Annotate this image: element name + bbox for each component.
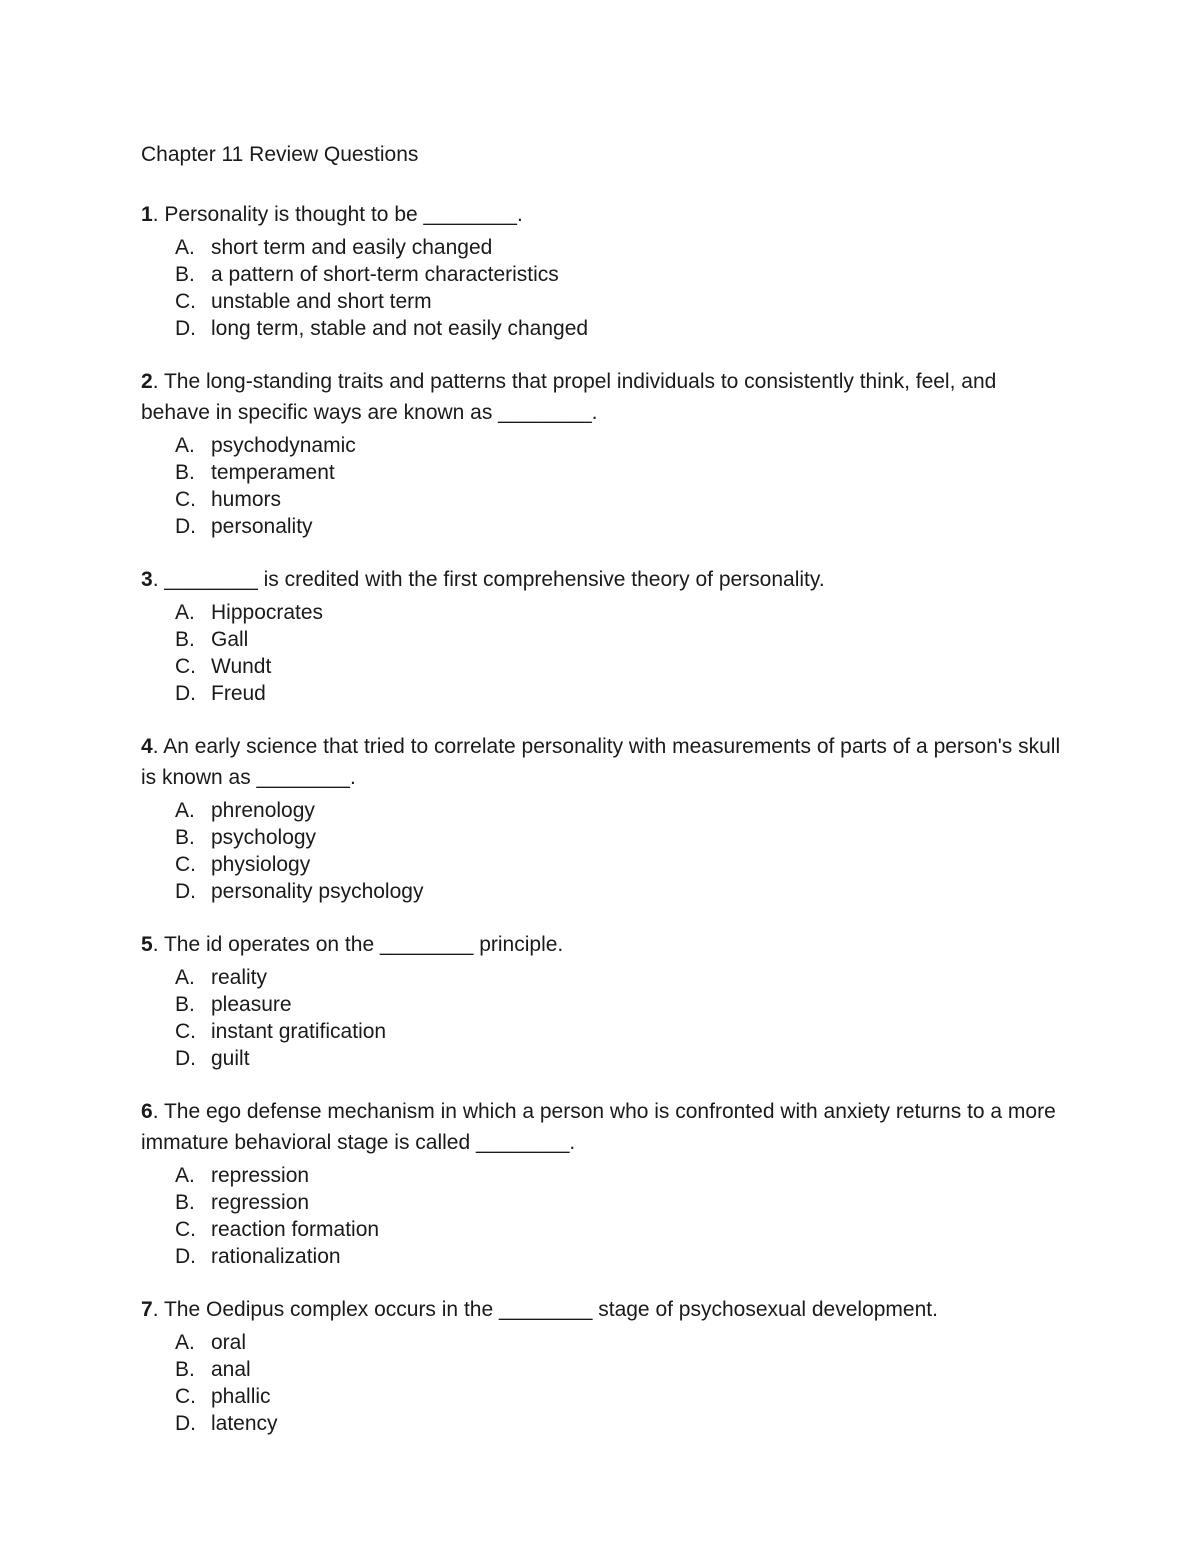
document-page xyxy=(141,141,1071,1461)
option-text: Freud xyxy=(211,682,266,705)
option-letter: C. xyxy=(175,1385,196,1408)
option-text: latency xyxy=(211,1412,278,1435)
question-text: . Personality is thought to be ________. xyxy=(152,203,523,226)
answer-options xyxy=(141,599,1071,707)
option-text: anal xyxy=(211,1358,251,1381)
answer-option xyxy=(175,234,1071,261)
option-letter: A. xyxy=(175,1331,195,1354)
option-text: guilt xyxy=(211,1047,250,1070)
answer-options xyxy=(141,797,1071,905)
option-letter: D. xyxy=(175,1412,196,1435)
option-letter: A. xyxy=(175,434,195,457)
answer-option xyxy=(175,1018,1071,1045)
page-title: Chapter 11 Review Questions xyxy=(141,143,419,166)
answer-option xyxy=(175,1383,1071,1410)
answer-option xyxy=(175,459,1071,486)
answer-option xyxy=(175,1356,1071,1383)
answer-option xyxy=(175,1189,1071,1216)
option-letter: A. xyxy=(175,236,195,259)
option-letter: D. xyxy=(175,515,196,538)
question-5 xyxy=(141,929,1071,1072)
answer-option xyxy=(175,599,1071,626)
option-text: psychology xyxy=(211,826,317,849)
option-letter: B. xyxy=(175,993,195,1016)
option-letter: C. xyxy=(175,1218,196,1241)
option-text: psychodynamic xyxy=(211,434,356,457)
answer-option xyxy=(175,1216,1071,1243)
option-letter: B. xyxy=(175,1358,195,1381)
question-number: 4 xyxy=(141,735,153,758)
option-letter: C. xyxy=(175,488,196,511)
option-letter: D. xyxy=(175,1245,196,1268)
question-stem xyxy=(141,564,1071,595)
option-text: personality psychology xyxy=(211,880,424,903)
answer-option xyxy=(175,878,1071,905)
option-text: regression xyxy=(211,1191,310,1214)
question-number: 1 xyxy=(141,203,153,226)
answer-option xyxy=(175,288,1071,315)
question-1 xyxy=(141,199,1071,342)
option-text: Wundt xyxy=(211,655,272,678)
question-number: 5 xyxy=(141,933,153,956)
option-letter: C. xyxy=(175,853,196,876)
question-text: . The ego defense mechanism in which a person who is confronted with anxiety returns to a more immature behavioral stage is called ________. xyxy=(141,1100,1056,1154)
answer-option xyxy=(175,680,1071,707)
option-letter: B. xyxy=(175,1191,195,1214)
answer-option xyxy=(175,964,1071,991)
option-text: repression xyxy=(211,1164,310,1187)
option-letter: B. xyxy=(175,628,195,651)
option-text: Gall xyxy=(211,628,249,651)
option-text: Hippocrates xyxy=(211,601,324,624)
option-text: phallic xyxy=(211,1385,271,1408)
question-number: 2 xyxy=(141,370,153,393)
option-text: reaction formation xyxy=(211,1218,380,1241)
option-letter: A. xyxy=(175,799,195,822)
option-letter: B. xyxy=(175,263,195,286)
question-number: 7 xyxy=(141,1298,153,1321)
option-text: unstable and short term xyxy=(211,290,432,313)
option-letter: B. xyxy=(175,461,195,484)
option-letter: C. xyxy=(175,655,196,678)
option-letter: B. xyxy=(175,826,195,849)
answer-option xyxy=(175,1329,1071,1356)
question-3 xyxy=(141,564,1071,707)
answer-options xyxy=(141,964,1071,1072)
answer-option xyxy=(175,653,1071,680)
answer-option xyxy=(175,261,1071,288)
answer-option xyxy=(175,824,1071,851)
question-stem xyxy=(141,731,1071,793)
option-letter: D. xyxy=(175,317,196,340)
option-letter: A. xyxy=(175,966,195,989)
answer-options xyxy=(141,1329,1071,1437)
answer-option xyxy=(175,626,1071,653)
option-letter: A. xyxy=(175,1164,195,1187)
answer-options xyxy=(141,234,1071,342)
answer-option xyxy=(175,513,1071,540)
option-text: pleasure xyxy=(211,993,292,1016)
option-text: rationalization xyxy=(211,1245,341,1268)
answer-option xyxy=(175,432,1071,459)
question-text: . An early science that tried to correlate personality with measurements of parts of a person's skull is known as ________. xyxy=(141,735,1061,789)
option-text: humors xyxy=(211,488,282,511)
question-text: . ________ is credited with the first comprehensive theory of personality. xyxy=(152,568,825,591)
answer-option xyxy=(175,797,1071,824)
option-text: temperament xyxy=(211,461,335,484)
question-4 xyxy=(141,731,1071,905)
question-text: . The long-standing traits and patterns that propel individuals to consistently think, feel, and behave in specific ways are known as ________. xyxy=(141,370,997,424)
answer-option xyxy=(175,1243,1071,1270)
answer-options xyxy=(141,1162,1071,1270)
option-text: physiology xyxy=(211,853,311,876)
answer-option xyxy=(175,991,1071,1018)
option-letter: D. xyxy=(175,880,196,903)
answer-option xyxy=(175,1045,1071,1072)
option-letter: D. xyxy=(175,682,196,705)
option-text: a pattern of short-term characteristics xyxy=(211,263,559,286)
option-text: long term, stable and not easily changed xyxy=(211,317,589,340)
question-6 xyxy=(141,1096,1071,1270)
option-text: reality xyxy=(211,966,268,989)
option-letter: D. xyxy=(175,1047,196,1070)
option-letter: C. xyxy=(175,1020,196,1043)
option-text: oral xyxy=(211,1331,247,1354)
question-stem xyxy=(141,1096,1071,1158)
question-2 xyxy=(141,366,1071,540)
answer-option xyxy=(175,315,1071,342)
question-text: . The id operates on the ________ principle. xyxy=(152,933,564,956)
answer-option xyxy=(175,1410,1071,1437)
question-stem xyxy=(141,929,1071,960)
question-number: 3 xyxy=(141,568,153,591)
option-text: personality xyxy=(211,515,313,538)
option-text: short term and easily changed xyxy=(211,236,493,259)
question-number: 6 xyxy=(141,1100,153,1123)
option-letter: A. xyxy=(175,601,195,624)
answer-options xyxy=(141,432,1071,540)
question-stem xyxy=(141,199,1071,230)
question-text: . The Oedipus complex occurs in the ________ stage of psychosexual development. xyxy=(152,1298,938,1321)
question-stem xyxy=(141,1294,1071,1325)
option-text: phrenology xyxy=(211,799,315,822)
question-stem xyxy=(141,366,1071,428)
answer-option xyxy=(175,851,1071,878)
question-7 xyxy=(141,1294,1071,1437)
answer-option xyxy=(175,486,1071,513)
answer-option xyxy=(175,1162,1071,1189)
option-letter: C. xyxy=(175,290,196,313)
option-text: instant gratification xyxy=(211,1020,387,1043)
